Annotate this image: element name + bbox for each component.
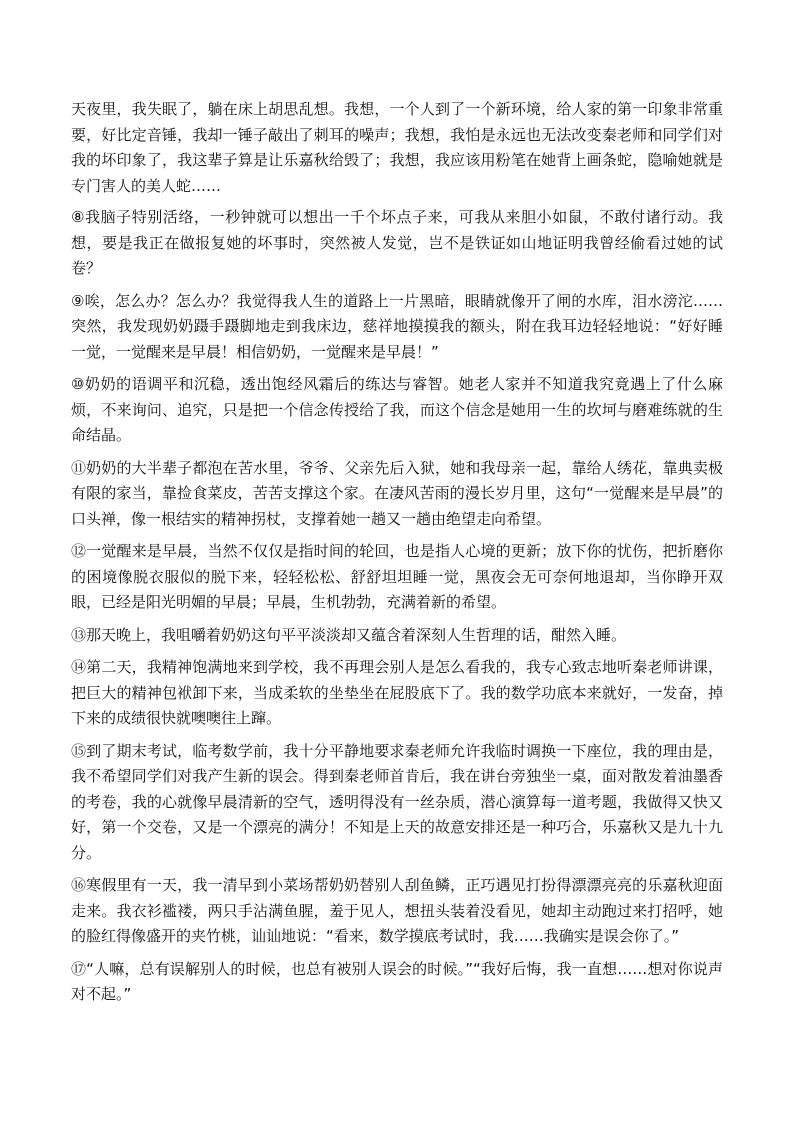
paragraph-12: ⑫一觉醒来是早晨，当然不仅仅是指时间的轮回，也是指人心境的更新；放下你的忧伤，把折磨你的困境像脱衣服似的脱下来，轻轻松松、舒舒坦坦睡一觉，黑夜会无可奈何地退却，当你睁开双眼，已经是阳光明媚的早晨；早晨，生机勃勃，充满着新的希望。 [71, 542, 723, 611]
paragraph-15: ⑮到了期末考试，临考数学前，我十分平静地要求秦老师允许我临时调换一下座位，我的理由是，我不希望同学们对我产生新的误会。得到秦老师首肯后，我在讲台旁独坐一桌，面对散发着油墨香的考卷，我的心就像早晨清新的空气，透明得没有一丝杂质，潜心演算每一道考题，我做得又快又好，第一个交卷，又是一个漂亮的满分！不知是上天的故意安排还是一种巧合，乐嘉秋又是九十九分。 [71, 741, 723, 862]
paragraph-14: ⑭第二天，我精神饱满地来到学校，我不再理会别人是怎么看我的，我专心致志地听秦老师讲课，把巨大的精神包袱卸下来，当成柔软的坐垫坐在屁股底下了。我的数学功底本来就好，一发奋，掉下来的成绩很快就噢噢往上蹿。 [71, 658, 723, 727]
paragraph-continuation: 天夜里，我失眠了，躺在床上胡思乱想。我想，一个人到了一个新环境，给人家的第一印象非常重要，好比定音锤，我却一锤子敲出了刺耳的噪声；我想，我怕是永远也无法改变秦老师和同学们对我的坏印象了，我这辈子算是让乐嘉秋给毁了；我想，我应该用粉笔在她背上画条蛇，隐喻她就是专门害人的美人蛇…… [71, 100, 723, 195]
paragraph-17: ⑰“人嘛，总有误解别人的时候，也总有被别人误会的时候。”“我好后悔，我一直想……想对你说声对不起。” [71, 959, 723, 1003]
paragraph-10: ⑩奶奶的语调平和沉稳，透出饱经风霜后的练达与睿智。她老人家并不知道我究竟遇上了什么麻烦，不来询问、追究，只是把一个信念传授给了我，而这个信念是她用一生的坎坷与磨难练就的生命结晶。 [71, 375, 723, 444]
paragraph-11: ⑪奶奶的大半辈子都泡在苦水里，爷爷、父亲先后入狱，她和我母亲一起，靠给人绣花，靠典卖极有限的家当，靠捡食菜皮，苦苦支撑这个家。在凄风苦雨的漫长岁月里，这句“一觉醒来是早晨”的口头禅，像一根结实的精神拐杖，支撑着她一趟又一趟由绝望走向希望。 [71, 458, 723, 528]
paragraph-8: ⑧我脑子特别活络，一秒钟就可以想出一千个坏点子来，可我从来胆小如鼠，不敢付诸行动。我想，要是我正在做报复她的坏事时，突然被人发觉，岂不是铁证如山地证明我曾经偷看过她的试卷？ [71, 208, 723, 277]
paragraph-16: ⑯寒假里有一天，我一清早到小菜场帮奶奶替别人刮鱼鳞，正巧遇见打扮得漂漂亮亮的乐嘉秋迎面走来。我衣衫褴褛，两只手沾满鱼腥，羞于见人，想扭头装着没看见，她却主动跑过来打招呼，她的脸红得像盛开的夹竹桃，讪讪地说：“看来，数学摸底考试时，我……我确实是误会你了。” [71, 876, 723, 945]
paragraph-13: ⑬那天晚上，我咀嚼着奶奶这句平平淡淡却又蕴含着深刻人生哲理的话，酣然入睡。 [71, 625, 627, 644]
paragraph-9: ⑨唉，怎么办？怎么办？我觉得我人生的道路上一片黑暗，眼睛就像开了闸的水库，泪水滂沱……突然，我发现奶奶蹑手蹑脚地走到我床边，慈祥地摸摸我的额头，附在我耳边轻轻地说：“好好睡一觉，一觉醒来是早晨！相信奶奶，一觉醒来是早晨！” [71, 291, 723, 361]
document-body [71, 97, 723, 1015]
